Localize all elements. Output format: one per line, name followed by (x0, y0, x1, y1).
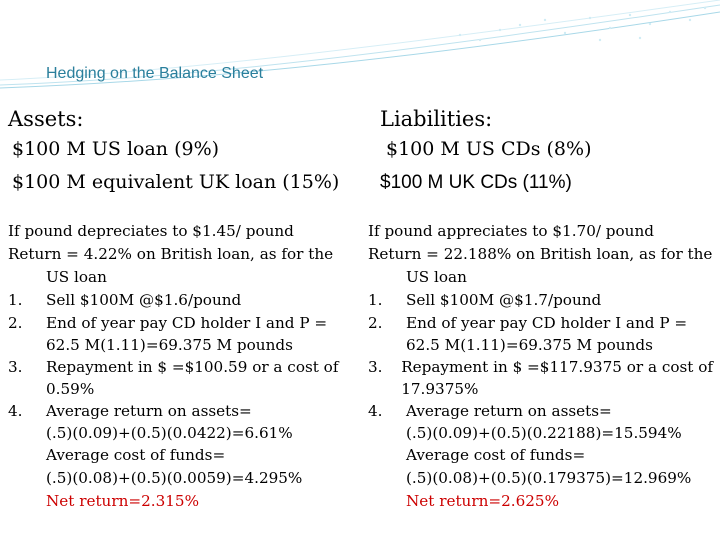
slide-title: Hedging on the Balance Sheet (46, 65, 264, 82)
asset-item: $100 M equivalent UK loan (15%) (12, 171, 340, 193)
cost-of-funds: Average cost of funds= (46, 446, 226, 464)
assets-block (8, 105, 353, 199)
step-text: 62.5 M(1.11)=69.375 M pounds (406, 336, 653, 354)
net-return: Net return=2.625% (406, 492, 560, 510)
cost-of-funds-formula: (.5)(0.08)+(0.5)(0.179375)=12.969% (406, 469, 692, 487)
return-line: Return = 4.22% on British loan, as for the (8, 245, 334, 263)
step-text: (.5)(0.09)+(0.5)(0.22188)=15.594% (406, 424, 682, 442)
assets-heading: Assets: (8, 107, 84, 131)
step-text: Sell $100M @$1.7/pound (406, 291, 602, 309)
step-item (368, 400, 713, 444)
cost-of-funds: Average cost of funds= (406, 446, 586, 464)
step-number: 2. (8, 314, 23, 332)
header-decoration (0, 0, 720, 100)
liability-item: $100 M UK CDs (11%) (380, 172, 572, 193)
return-line: Return = 22.188% on British loan, as for the (368, 245, 713, 263)
step-text: End of year pay CD holder I and P = (406, 314, 688, 332)
step-text: Average return on assets= (406, 402, 612, 420)
step-text: Sell $100M @$1.6/pound (46, 291, 242, 309)
step-text: 17.9375% (401, 380, 479, 398)
scenario-condition: If pound depreciates to $1.45/ pound (8, 222, 294, 240)
step-text: End of year pay CD holder I and P = (46, 314, 328, 332)
liability-item: $100 M US CDs (8%) (386, 138, 592, 160)
step-text: Average return on assets= (46, 402, 252, 420)
scenario-condition: If pound appreciates to $1.70/ pound (368, 222, 654, 240)
cost-of-funds-formula: (.5)(0.08)+(0.5)(0.0059)=4.295% (46, 469, 303, 487)
step-text: 62.5 M(1.11)=69.375 M pounds (46, 336, 293, 354)
step-number: 4. (368, 402, 383, 420)
step-item (8, 289, 353, 312)
step-text: Repayment in $ =$100.59 or a cost of (46, 358, 339, 376)
step-text: 0.59% (46, 380, 95, 398)
step-item (368, 289, 713, 312)
asset-item: $100 M US loan (9%) (12, 138, 220, 160)
liabilities-heading: Liabilities: (380, 107, 493, 131)
step-item (368, 312, 713, 356)
step-number: 2. (368, 314, 383, 332)
appreciation-scenario (368, 220, 713, 513)
step-number: 3. (8, 358, 23, 376)
liabilities-block (368, 105, 713, 199)
step-number: 1. (368, 291, 383, 309)
step-text: (.5)(0.09)+(0.5)(0.0422)=6.61% (46, 424, 293, 442)
step-number: 4. (8, 402, 23, 420)
step-number: 3. (368, 358, 383, 376)
step-text: Repayment in $ =$117.9375 or a cost of (401, 358, 713, 376)
net-return: Net return=2.315% (46, 492, 200, 510)
step-number: 1. (8, 291, 23, 309)
depreciation-scenario (8, 220, 353, 513)
step-item (8, 400, 353, 444)
step-item (8, 356, 353, 400)
return-line-cont: US loan (406, 268, 467, 286)
step-item (368, 356, 713, 400)
return-line-cont: US loan (46, 268, 107, 286)
step-item (8, 312, 353, 356)
